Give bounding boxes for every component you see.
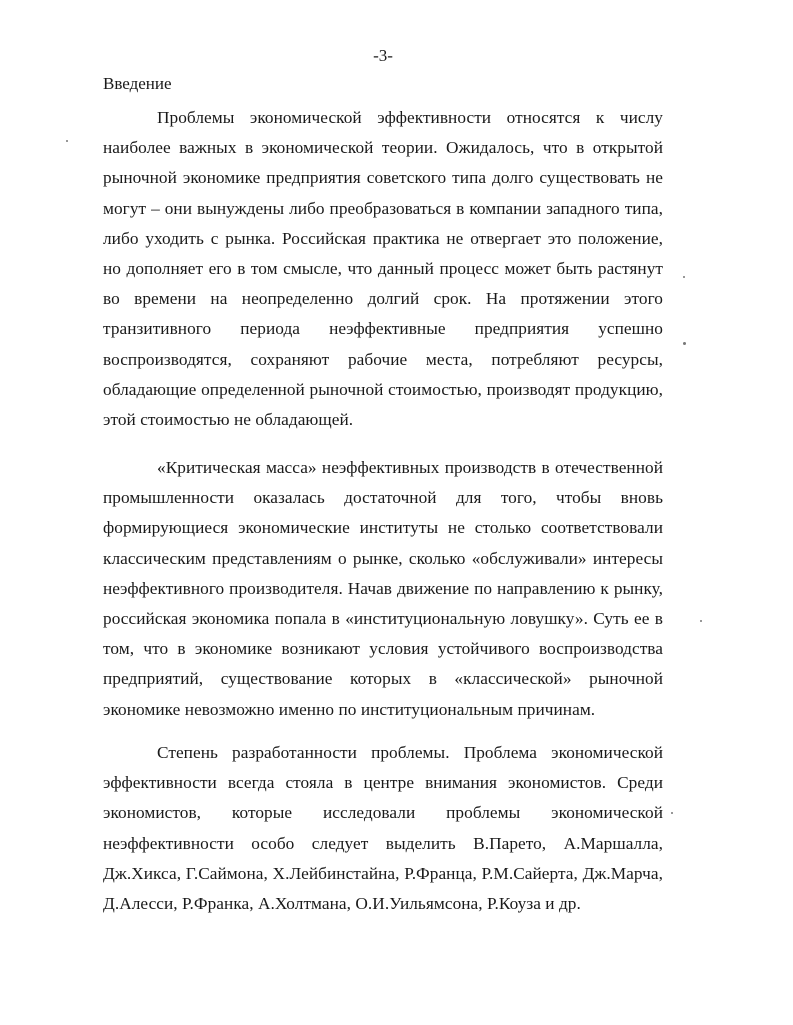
section-heading: Введение: [103, 74, 172, 93]
scan-speck: [700, 620, 702, 622]
scan-speck: [683, 276, 685, 278]
scan-speck: [66, 140, 68, 142]
page-number: -3-: [373, 46, 393, 65]
paragraph-2: «Критическая масса» неэффективных производств в отечественной промышленности оказалась достаточной для того, чтобы вновь формирующиеся экономические институты не столько соответствовали классическим представлениям о рынке, сколько «обслуживали» интересы неэффективного производителя. Начав движение по направлению к рынку, российская экономика попала в «институциональную ловушку». Суть ее в том, что в экономике возникают условия устойчивого воспроизводства предприятий, существование которых в «классической» рыночной экономике невозможно именно по институциональным причинам.: [103, 458, 663, 719]
scan-speck: [671, 812, 673, 814]
scan-speck: [683, 342, 686, 345]
paragraph-1: Проблемы экономической эффективности относятся к числу наиболее важных в экономической теории. Ожидалось, что в открытой рыночной экономике предприятия советского типа долго существовать не могут – они вынуждены либо преобразоваться в компании западного типа, либо уходить с рынка. Российская практика не отвергает это положение, но дополняет его в том смысле, что данный процесс может быть растянут во времени на неопределенно долгий срок. На протяжении этого транзитивного периода неэффективные предприятия успешно воспроизводятся, сохраняют рабочие места, потребляют ресурсы, обладающие определенной рыночной стоимостью, производят продукцию, этой стоимостью не обладающей.: [103, 108, 663, 430]
paragraph-3: Степень разработанности проблемы. Проблема экономической эффективности всегда стояла в центре внимания экономистов. Среди экономистов, которые исследовали проблемы экономической неэффективности особо следует выделить В.Парето, А.Маршалла, Дж.Хикса, Г.Саймона, Х.Лейбинстайна, Р.Францa, Р.М.Сайерта, Дж.Марча, Д.Алесси, Р.Франка, А.Холтмана, О.И.Уильямсона, Р.Коуза и др.: [103, 743, 663, 914]
